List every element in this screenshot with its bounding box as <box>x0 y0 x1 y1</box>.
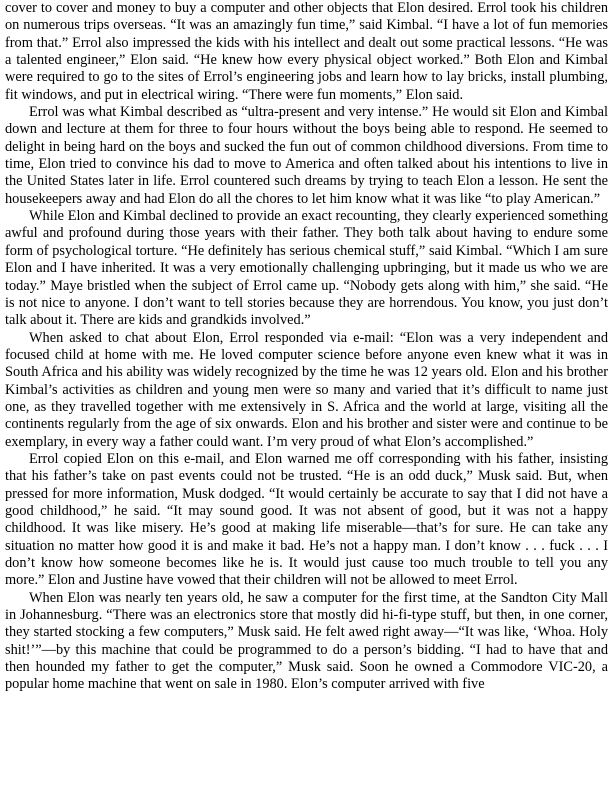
paragraph-3: While Elon and Kimbal declined to provide an exact recounting, they clearly experienced something awful and profound during those years with their father. They both talk about having to endure some form of psychological torture. “He definitely has serious chemical stuff,” said Kimbal. “Which I am sure Elon and I have inherited. It was a very emotionally challenging upbringing, but it made us who we are today.” Maye bristled when the subject of Errol came up. “Nobody gets along with him,” she said. “He is not nice to anyone. I don’t want to tell stories because they are horrendous. You know, you just don’t talk about it. There are kids and grandkids involved.” <box>5 208 608 329</box>
paragraph-4: When asked to chat about Elon, Errol responded via e-mail: “Elon was a very independent and focused child at home with me. He loved computer science before anyone even knew what it was in South Africa and his ability was widely recognized by the time he was 12 years old. Elon and his brother Kimbal’s activities as children and young men were so many and varied that it’s difficult to name just one, as they travelled together with me extensively in S. Africa and the world at large, visiting all the continents regularly from the age of six onwards. Elon and his brother and sister were and continue to be exemplary, in every way a father could want. I’m very proud of what Elon’s accomplished.” <box>5 329 608 450</box>
paragraph-5: Errol copied Elon on this e-mail, and Elon warned me off corresponding with his father, insisting that his father’s take on past events could not be trusted. “He is an odd duck,” Musk said. But, when pressed for more information, Musk dodged. “It would certainly be accurate to say that I did not have a good childhood,” he said. “It may sound good. It was not absent of good, but it was not a happy childhood. It was like misery. He’s good at making life miserable—that’s for sure. He can take any situation no matter how good it is and make it bad. He’s not a happy man. I don’t know . . . fuck . . . I don’t know how someone becomes like he is. It would just cause too much trouble to tell you any more.” Elon and Justine have vowed that their children will not be allowed to meet Errol. <box>5 450 608 589</box>
paragraph-1: cover to cover and money to buy a computer and other objects that Elon desired. Errol took his children on numerous trips overseas. “It was an amazingly fun time,” said Kimbal. “I have a lot of fun memories from that.” Errol also impressed the kids with his intellect and dealt out some practical lessons. “He was a talented engineer,” Elon said. “He knew how every physical object worked.” Both Elon and Kimbal were required to go to the sites of Errol’s engineering jobs and learn how to lay bricks, install plumbing, fit windows, and put in electrical wiring. “There were fun moments,” Elon said. <box>5 0 608 103</box>
paragraph-6: When Elon was nearly ten years old, he saw a computer for the first time, at the Sandton City Mall in Johannesburg. “There was an electronics store that mostly did hi-fi-type stuff, but then, in one corner, they started stocking a few computers,” Musk said. He felt awed right away—“It was like, ‘Whoa. Holy shit!’”—by this machine that could be programmed to do a person’s bidding. “I had to have that and then hounded my father to get the computer,” Musk said. Soon he owned a Commodore VIC-20, a popular home machine that went on sale in 1980. Elon’s computer arrived with five <box>5 589 608 693</box>
paragraph-2: Errol was what Kimbal described as “ultra-present and very intense.” He would sit Elon and Kimbal down and lecture at them for three to four hours without the boys being able to respond. He seemed to delight in being hard on the boys and sucked the fun out of common childhood diversions. From time to time, Elon tried to convince his dad to move to America and often talked about his intentions to live in the United States later in life. Errol countered such dreams by trying to teach Elon a lesson. He sent the housekeepers away and had Elon do all the chores to let him know what it was like “to play American.” <box>5 104 608 207</box>
